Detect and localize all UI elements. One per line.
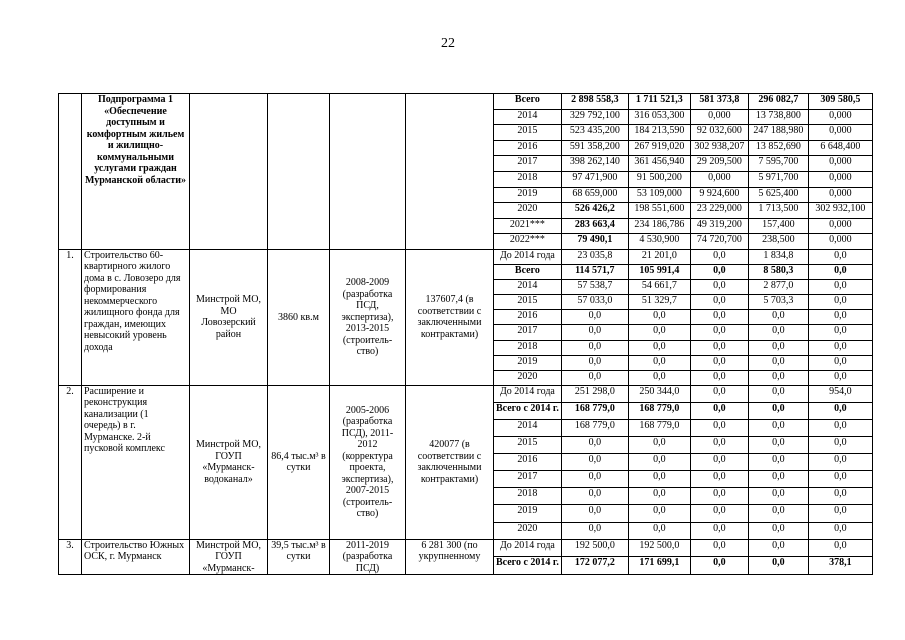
item-name: Строительство 60-квартирного жилого дома в с. Ловозеро для формирования некоммерческого жилищного фонда для граждан, имеющих невысокий уровень дохода [82, 249, 190, 385]
item-capacity: 3860 кв.м [268, 249, 330, 385]
item-cost: 137607,4 (в соответствии с заключенными контрактами) [406, 249, 494, 385]
value-cell: 591 358,200 [561, 140, 628, 156]
value-cell: 0,0 [561, 310, 628, 325]
value-cell: 198 551,600 [628, 203, 690, 219]
item-cost: 6 281 300 (по укрупненному [406, 539, 494, 575]
value-cell: 378,1 [808, 557, 872, 575]
year-cell: Всего с 2014 г. [494, 402, 562, 419]
item-capacity: 39,5 тыс.м³ в сутки [268, 539, 330, 575]
value-cell: 57 033,0 [561, 295, 628, 310]
value-cell: 0,0 [808, 310, 872, 325]
year-cell: 2017 [494, 325, 562, 340]
item-executor: Минстрой МО, ГОУП «Мурманск-водоканал» [190, 385, 268, 539]
value-cell: 0,0 [808, 355, 872, 370]
value-cell: 316 053,300 [628, 109, 690, 125]
value-cell: 234 186,786 [628, 218, 690, 234]
value-cell: 0,0 [748, 471, 808, 488]
value-cell: 0,0 [628, 370, 690, 385]
value-cell: 192 500,0 [628, 539, 690, 557]
value-cell: 0,0 [808, 505, 872, 522]
value-cell: 954,0 [808, 385, 872, 402]
year-cell: 2014 [494, 419, 562, 436]
value-cell: 168 779,0 [561, 402, 628, 419]
value-cell: 0,0 [808, 471, 872, 488]
value-cell: 0,0 [561, 454, 628, 471]
value-cell: 247 188,980 [748, 125, 808, 141]
value-cell: 0,0 [628, 325, 690, 340]
value-cell: 0,000 [808, 125, 872, 141]
value-cell: 361 456,940 [628, 156, 690, 172]
value-cell: 1 711 521,3 [628, 94, 690, 110]
value-cell: 0,0 [690, 265, 748, 280]
value-cell: 0,0 [561, 471, 628, 488]
value-cell: 0,000 [690, 109, 748, 125]
value-cell: 0,0 [808, 340, 872, 355]
value-cell: 0,0 [748, 355, 808, 370]
value-cell: 296 082,7 [748, 94, 808, 110]
year-cell: 2022*** [494, 234, 562, 250]
year-cell: 2017 [494, 471, 562, 488]
year-cell: 2019 [494, 187, 562, 203]
value-cell: 51 329,7 [628, 295, 690, 310]
item-number: 3. [59, 539, 82, 575]
table-row [59, 539, 873, 557]
value-cell: 0,000 [808, 156, 872, 172]
year-cell: 2015 [494, 437, 562, 454]
year-cell: 2020 [494, 203, 562, 219]
value-cell: 0,0 [808, 265, 872, 280]
value-cell: 49 319,200 [690, 218, 748, 234]
value-cell: 0,0 [748, 419, 808, 436]
item-name: Строительство Южных ОСК, г. Мурманск [82, 539, 190, 575]
value-cell: 0,0 [628, 471, 690, 488]
value-cell: 1 834,8 [748, 249, 808, 264]
value-cell: 251 298,0 [561, 385, 628, 402]
year-cell: 2014 [494, 109, 562, 125]
value-cell: 7 595,700 [748, 156, 808, 172]
value-cell: 0,0 [690, 488, 748, 505]
year-cell: До 2014 года [494, 539, 562, 557]
item-number: 1. [59, 249, 82, 385]
value-cell: 0,000 [808, 109, 872, 125]
value-cell: 0,0 [690, 522, 748, 539]
value-cell: 0,0 [808, 402, 872, 419]
year-cell: 2020 [494, 370, 562, 385]
value-cell: 91 500,200 [628, 171, 690, 187]
value-cell: 0,0 [808, 249, 872, 264]
value-cell: 114 571,7 [561, 265, 628, 280]
value-cell: 0,0 [808, 454, 872, 471]
value-cell: 398 262,140 [561, 156, 628, 172]
year-cell: 2014 [494, 280, 562, 295]
value-cell: 0,0 [628, 505, 690, 522]
value-cell: 92 032,600 [690, 125, 748, 141]
year-cell: 2015 [494, 125, 562, 141]
year-cell: Всего [494, 94, 562, 110]
year-cell: До 2014 года [494, 249, 562, 264]
year-cell: 2020 [494, 522, 562, 539]
value-cell: 302 938,207 [690, 140, 748, 156]
year-cell: 2021*** [494, 218, 562, 234]
value-cell: 157,400 [748, 218, 808, 234]
value-cell: 0,0 [561, 488, 628, 505]
value-cell: 0,0 [808, 295, 872, 310]
value-cell: 302 932,100 [808, 203, 872, 219]
value-cell: 0,0 [748, 437, 808, 454]
value-cell: 0,0 [561, 355, 628, 370]
value-cell: 8 580,3 [748, 265, 808, 280]
value-cell: 0,0 [748, 505, 808, 522]
value-cell: 0,0 [748, 385, 808, 402]
value-cell: 0,0 [690, 340, 748, 355]
value-cell: 329 792,100 [561, 109, 628, 125]
value-cell: 0,0 [690, 419, 748, 436]
item-executor: Минстрой МО, ГОУП «Мурманск- [190, 539, 268, 575]
year-cell: Всего [494, 265, 562, 280]
value-cell: 0,0 [561, 340, 628, 355]
value-cell: 267 919,020 [628, 140, 690, 156]
year-cell: 2019 [494, 505, 562, 522]
value-cell: 0,0 [808, 280, 872, 295]
value-cell: 97 471,900 [561, 171, 628, 187]
year-cell: 2015 [494, 295, 562, 310]
year-cell: 2016 [494, 310, 562, 325]
table-row [59, 385, 873, 402]
value-cell: 0,0 [561, 437, 628, 454]
value-cell: 0,0 [690, 539, 748, 557]
item-period: 2011-2019 (разработка ПСД) [330, 539, 406, 575]
value-cell: 250 344,0 [628, 385, 690, 402]
value-cell: 105 991,4 [628, 265, 690, 280]
program-table [58, 93, 873, 575]
value-cell: 0,0 [748, 340, 808, 355]
item-name: Расширение и реконструкция канализации (1 очередь) в г. Мурманске. 2-й пусковой комплекс [82, 385, 190, 539]
value-cell: 79 490,1 [561, 234, 628, 250]
value-cell: 0,0 [690, 370, 748, 385]
value-cell: 0,0 [748, 310, 808, 325]
item-executor: Минстрой МО, МО Ловозерский район [190, 249, 268, 385]
item-cost: 420077 (в соответствии с заключенными контрактами) [406, 385, 494, 539]
value-cell: 0,000 [808, 171, 872, 187]
value-cell: 0,0 [628, 340, 690, 355]
value-cell: 171 699,1 [628, 557, 690, 575]
empty-cell [330, 94, 406, 250]
value-cell: 0,0 [748, 454, 808, 471]
value-cell: 0,0 [808, 488, 872, 505]
value-cell: 4 530,900 [628, 234, 690, 250]
value-cell: 0,0 [690, 505, 748, 522]
year-cell: 2018 [494, 340, 562, 355]
value-cell: 13 738,800 [748, 109, 808, 125]
year-cell: 2017 [494, 156, 562, 172]
value-cell: 192 500,0 [561, 539, 628, 557]
value-cell: 54 661,7 [628, 280, 690, 295]
value-cell: 0,0 [748, 539, 808, 557]
value-cell: 29 209,500 [690, 156, 748, 172]
value-cell: 184 213,590 [628, 125, 690, 141]
value-cell: 9 924,600 [690, 187, 748, 203]
value-cell: 2 898 558,3 [561, 94, 628, 110]
value-cell: 0,0 [690, 471, 748, 488]
value-cell: 0,0 [690, 295, 748, 310]
value-cell: 0,0 [690, 437, 748, 454]
value-cell: 21 201,0 [628, 249, 690, 264]
empty-cell [406, 94, 494, 250]
value-cell: 0,0 [690, 557, 748, 575]
value-cell: 0,0 [748, 370, 808, 385]
page-number: 22 [441, 36, 455, 51]
value-cell: 0,0 [690, 310, 748, 325]
value-cell: 238,500 [748, 234, 808, 250]
value-cell: 0,0 [808, 419, 872, 436]
value-cell: 5 971,700 [748, 171, 808, 187]
value-cell: 5 703,3 [748, 295, 808, 310]
value-cell: 283 663,4 [561, 218, 628, 234]
item-number: 2. [59, 385, 82, 539]
empty-cell [268, 94, 330, 250]
item-period: 2005-2006 (разработка ПСД), 2011-2012 (корректура проекта, экспертиза), 2007-2015 (строитель-ство) [330, 385, 406, 539]
value-cell: 0,0 [808, 437, 872, 454]
value-cell: 13 852,690 [748, 140, 808, 156]
value-cell: 0,0 [690, 280, 748, 295]
value-cell: 168 779,0 [561, 419, 628, 436]
value-cell: 57 538,7 [561, 280, 628, 295]
year-cell: До 2014 года [494, 385, 562, 402]
value-cell: 0,0 [628, 437, 690, 454]
value-cell: 0,0 [690, 385, 748, 402]
value-cell: 0,0 [690, 249, 748, 264]
value-cell: 0,0 [748, 522, 808, 539]
number-cell [59, 94, 82, 250]
value-cell: 0,0 [628, 355, 690, 370]
value-cell: 0,0 [690, 325, 748, 340]
year-cell: 2016 [494, 140, 562, 156]
value-cell: 2 877,0 [748, 280, 808, 295]
value-cell: 0,0 [628, 454, 690, 471]
item-capacity: 86,4 тыс.м³ в сутки [268, 385, 330, 539]
value-cell: 0,0 [808, 370, 872, 385]
value-cell: 1 713,500 [748, 203, 808, 219]
table-row [59, 94, 873, 110]
value-cell: 0,0 [561, 522, 628, 539]
value-cell: 0,0 [561, 325, 628, 340]
value-cell: 0,000 [808, 234, 872, 250]
value-cell: 68 659,000 [561, 187, 628, 203]
value-cell: 0,0 [690, 402, 748, 419]
value-cell: 0,0 [748, 325, 808, 340]
value-cell: 172 077,2 [561, 557, 628, 575]
year-cell: 2018 [494, 171, 562, 187]
value-cell: 0,0 [690, 454, 748, 471]
year-cell: Всего с 2014 г. [494, 557, 562, 575]
value-cell: 6 648,400 [808, 140, 872, 156]
table-row [59, 249, 873, 264]
year-cell: 2018 [494, 488, 562, 505]
value-cell: 0,0 [561, 370, 628, 385]
value-cell: 0,0 [690, 355, 748, 370]
table-body [59, 94, 873, 575]
value-cell: 0,0 [808, 325, 872, 340]
subprogram-title: Подпрограмма 1 «Обеспечение доступным и комфортным жильем и жилищно-коммунальными услугами граждан Мурманской области» [82, 94, 190, 250]
value-cell: 168 779,0 [628, 402, 690, 419]
value-cell: 581 373,8 [690, 94, 748, 110]
value-cell: 74 720,700 [690, 234, 748, 250]
value-cell: 0,0 [628, 522, 690, 539]
value-cell: 0,000 [808, 218, 872, 234]
item-period: 2008-2009 (разработка ПСД, экспертиза), 2013-2015 (строитель-ство) [330, 249, 406, 385]
empty-cell [190, 94, 268, 250]
value-cell: 0,0 [561, 505, 628, 522]
value-cell: 0,0 [808, 539, 872, 557]
value-cell: 0,0 [628, 310, 690, 325]
value-cell: 0,0 [808, 522, 872, 539]
value-cell: 23 035,8 [561, 249, 628, 264]
year-cell: 2016 [494, 454, 562, 471]
value-cell: 0,0 [748, 488, 808, 505]
value-cell: 523 435,200 [561, 125, 628, 141]
value-cell: 0,000 [690, 171, 748, 187]
value-cell: 0,0 [748, 402, 808, 419]
value-cell: 0,0 [628, 488, 690, 505]
value-cell: 0,0 [748, 557, 808, 575]
value-cell: 23 229,000 [690, 203, 748, 219]
value-cell: 53 109,000 [628, 187, 690, 203]
value-cell: 0,000 [808, 187, 872, 203]
value-cell: 168 779,0 [628, 419, 690, 436]
value-cell: 526 426,2 [561, 203, 628, 219]
year-cell: 2019 [494, 355, 562, 370]
value-cell: 309 580,5 [808, 94, 872, 110]
value-cell: 5 625,400 [748, 187, 808, 203]
